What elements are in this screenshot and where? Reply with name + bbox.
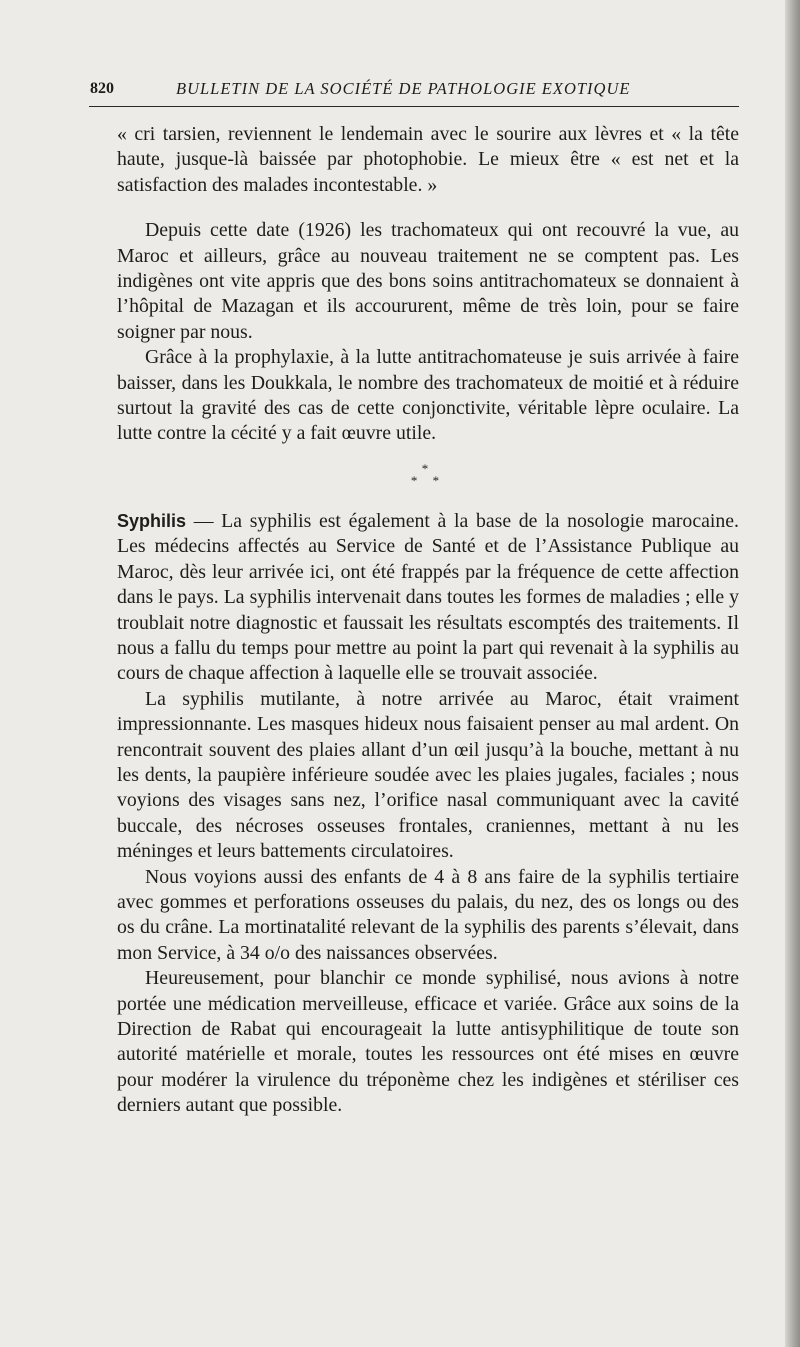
paragraph-prophylaxis: Grâce à la prophylaxie, à la lutte antitrachomateuse je suis arrivée à faire baisser, dans les Doukkala, le nombre des trachomateux de moitié et à réduire surtout la gravité des cas de cette conjonctivite, véritable lèpre oculaire. La lutte contre la cécité y a fait œuvre utile. — [117, 346, 739, 445]
article-body — [117, 122, 739, 1119]
paragraph-mutilating-syphilis: La syphilis mutilante, à notre arrivée au Maroc, était vraiment impressionnante. Les masques hideux nous faisaient penser au mal ardent. On rencontrait souvent des plaies allant d’un œil jusqu’à la bouche, mettant à nu les dents, la paupière inférieure soudée avec les plaies jugales, faciales ; nous voyions des visages sans nez, l’orifice nasal communiquant avec la cavité buccale, des nécroses osseuses frontales, craniennes, mettant à nu les méninges et leurs battements circulatoires. — [117, 687, 739, 863]
section-asterism — [117, 460, 739, 488]
page-edge-shadow — [785, 0, 800, 1347]
asterism-top: * — [421, 460, 435, 476]
journal-title: BULLETIN DE LA SOCIÉTÉ DE PATHOLOGIE EXOTIQUE — [176, 79, 631, 98]
paragraph-children-tertiary: Nous voyions aussi des enfants de 4 à 8 ans faire de la syphilis tertiaire avec gommes et perforations osseuses du palais, du nez, des os longs ou des os du crâne. La mortinatalité relevant de la syphilis des parents s’élevait, dans mon Service, à 34 o/o des naissances observées. — [117, 865, 739, 964]
paragraph-treatment-results: Depuis cette date (1926) les trachomateux qui ont recouvré la vue, au Maroc et ailleurs, grâce au nouveau traitement ne se comptent pas. Les indigènes ont vite appris que des bons soins antitrachomateux se donnaient à l’hôpital de Mazagan et ils accoururent, même de très loin, pour se faire soigner par nous. — [117, 219, 739, 343]
paragraph-syphilis-intro — [117, 509, 739, 687]
page-number: 820 — [90, 80, 114, 97]
section-heading-syphilis: Syphilis — [117, 510, 187, 531]
header-rule — [89, 106, 739, 107]
paragraph-medication: Heureusement, pour blanchir ce monde syphilisé, nous avions à notre portée une médication merveilleuse, efficace et variée. Grâce aux soins de la Direction de Rabat qui encourageait la lutte antisyphilitique de toute son autorité matérielle et morale, toutes les ressources ont été mises en œuvre pour modérer la virulence du tréponème chez les indigènes et stériliser ces derniers autant que possible. — [117, 967, 739, 1117]
asterism-bottom: * * — [410, 472, 446, 488]
running-header — [90, 76, 740, 106]
syphilis-intro-text: — La syphilis est également à la base de la nosologie marocaine. Les médecins affectés au Service de Santé et de l’Assistance Publique au Maroc, dès leur arrivée ici, ont été frappés par la fréquence de cette affection dans le pays. La syphilis intervenait dans toutes les formes de maladies ; elle y troublait notre diagnostic et faussait les résultats escomptés des traitements. Il nous a fallu du temps pour mettre au point la part qui revenait à la syphilis au cours de chaque affection à laquelle elle se trouvait associée. — [117, 509, 739, 685]
quote-paragraph: « cri tarsien, reviennent le lendemain avec le sourire aux lèvres et « la tête haute, jusque-là baissée par photophobie. Le mieux être « est net et la satisfaction des malades incontestable. » — [117, 123, 739, 196]
